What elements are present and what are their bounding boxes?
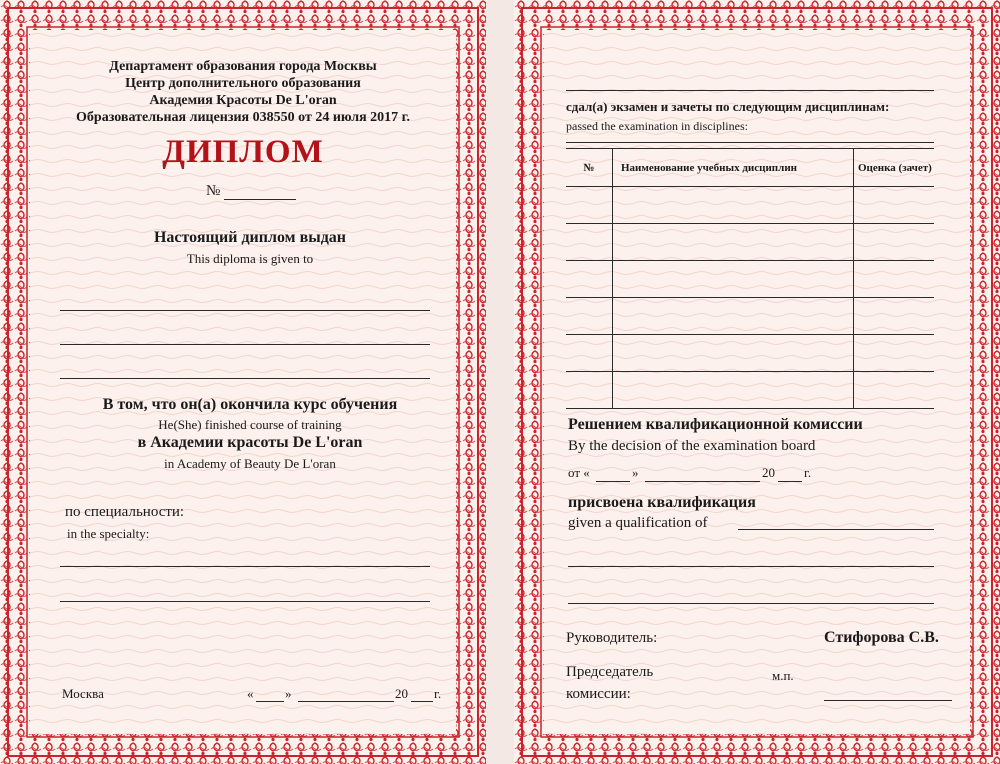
table-row (566, 224, 934, 261)
decision-date-from: от « (568, 465, 590, 480)
passed-ru: сдал(а) экзамен и зачеты по следующим дисциплинам: (566, 99, 890, 114)
qualification-en: given a qualification of (568, 515, 708, 531)
top-line (566, 90, 934, 91)
specialty-line-1 (60, 566, 430, 567)
specialty-ru: по специальности: (65, 504, 185, 520)
diploma-title: ДИПЛОМ (162, 134, 324, 170)
table-row (566, 261, 934, 298)
table-row (566, 335, 934, 372)
decision-year-suffix: г. (804, 465, 812, 480)
col-number-header: № (566, 149, 613, 187)
header-line-center: Центр дополнительного образования (125, 76, 361, 91)
diploma-left-page (0, 0, 486, 764)
table-row (566, 187, 934, 224)
decision-date-close: » (632, 465, 639, 480)
recipient-line-2 (60, 344, 430, 345)
header-line-academy: Академия Красоты De L'oran (149, 93, 337, 108)
given-ru: Настоящий диплом выдан (153, 229, 347, 246)
recipient-line-1 (60, 310, 430, 311)
academy-ru: в Академии красоты De L'oran (137, 434, 363, 451)
col-discipline-header: Наименование учебных дисциплин (613, 149, 854, 187)
decision-year-prefix: 20 (762, 465, 775, 480)
passed-en: passed the examination in disciplines: (566, 119, 748, 133)
specialty-line-2 (60, 601, 430, 602)
date-day-line (256, 701, 284, 702)
col-grade-header: Оценка (зачет) (854, 149, 935, 187)
table-header-row (566, 149, 934, 187)
date-close-quote: » (285, 686, 292, 701)
chair-label-line-2: комиссии: (566, 686, 631, 702)
header-line-license: Образовательная лицензия 038550 от 24 июля 2017 г. (76, 110, 410, 125)
decision-en: By the decision of the examination board (568, 438, 816, 454)
specialty-en: in the specialty: (67, 526, 150, 541)
stamp-placeholder: м.п. (772, 668, 794, 683)
date-month-line (298, 701, 394, 702)
table-row (566, 298, 934, 335)
decision-ru: Решением квалификационной комиссии (568, 416, 863, 433)
given-en: This diploma is given to (186, 251, 314, 266)
table-top-line (566, 142, 934, 143)
academy-en: in Academy of Beauty De L'oran (164, 456, 336, 471)
diploma-number-line (224, 199, 296, 200)
city: Москва (62, 686, 104, 701)
finished-ru: В том, что он(а) окончила курс обучения (102, 396, 398, 413)
head-name: Стифорова С.В. (824, 629, 939, 646)
header-line-department: Департамент образования города Москвы (109, 59, 377, 74)
qualification-line-3 (568, 603, 934, 604)
diploma-right-page (514, 0, 1000, 764)
qualification-ru: присвоена квалификация (568, 494, 756, 511)
recipient-line-3 (60, 378, 430, 379)
qualification-line-1 (738, 529, 934, 530)
decision-year-line (778, 481, 802, 482)
head-label: Руководитель: (566, 630, 658, 646)
date-open-quote: « (247, 686, 254, 701)
finished-en: He(She) finished course of training (158, 417, 342, 432)
chair-signature-line (824, 700, 952, 701)
diploma-number-label: № (206, 183, 221, 199)
chair-label-line-1: Председатель (566, 664, 654, 680)
table-row (566, 372, 934, 409)
date-year-suffix: г. (434, 686, 442, 701)
qualification-line-2 (568, 566, 934, 567)
decision-month-line (645, 481, 760, 482)
decision-day-line (596, 481, 630, 482)
disciplines-table (566, 148, 934, 409)
date-year-line (411, 701, 433, 702)
date-year-prefix: 20 (395, 686, 408, 701)
